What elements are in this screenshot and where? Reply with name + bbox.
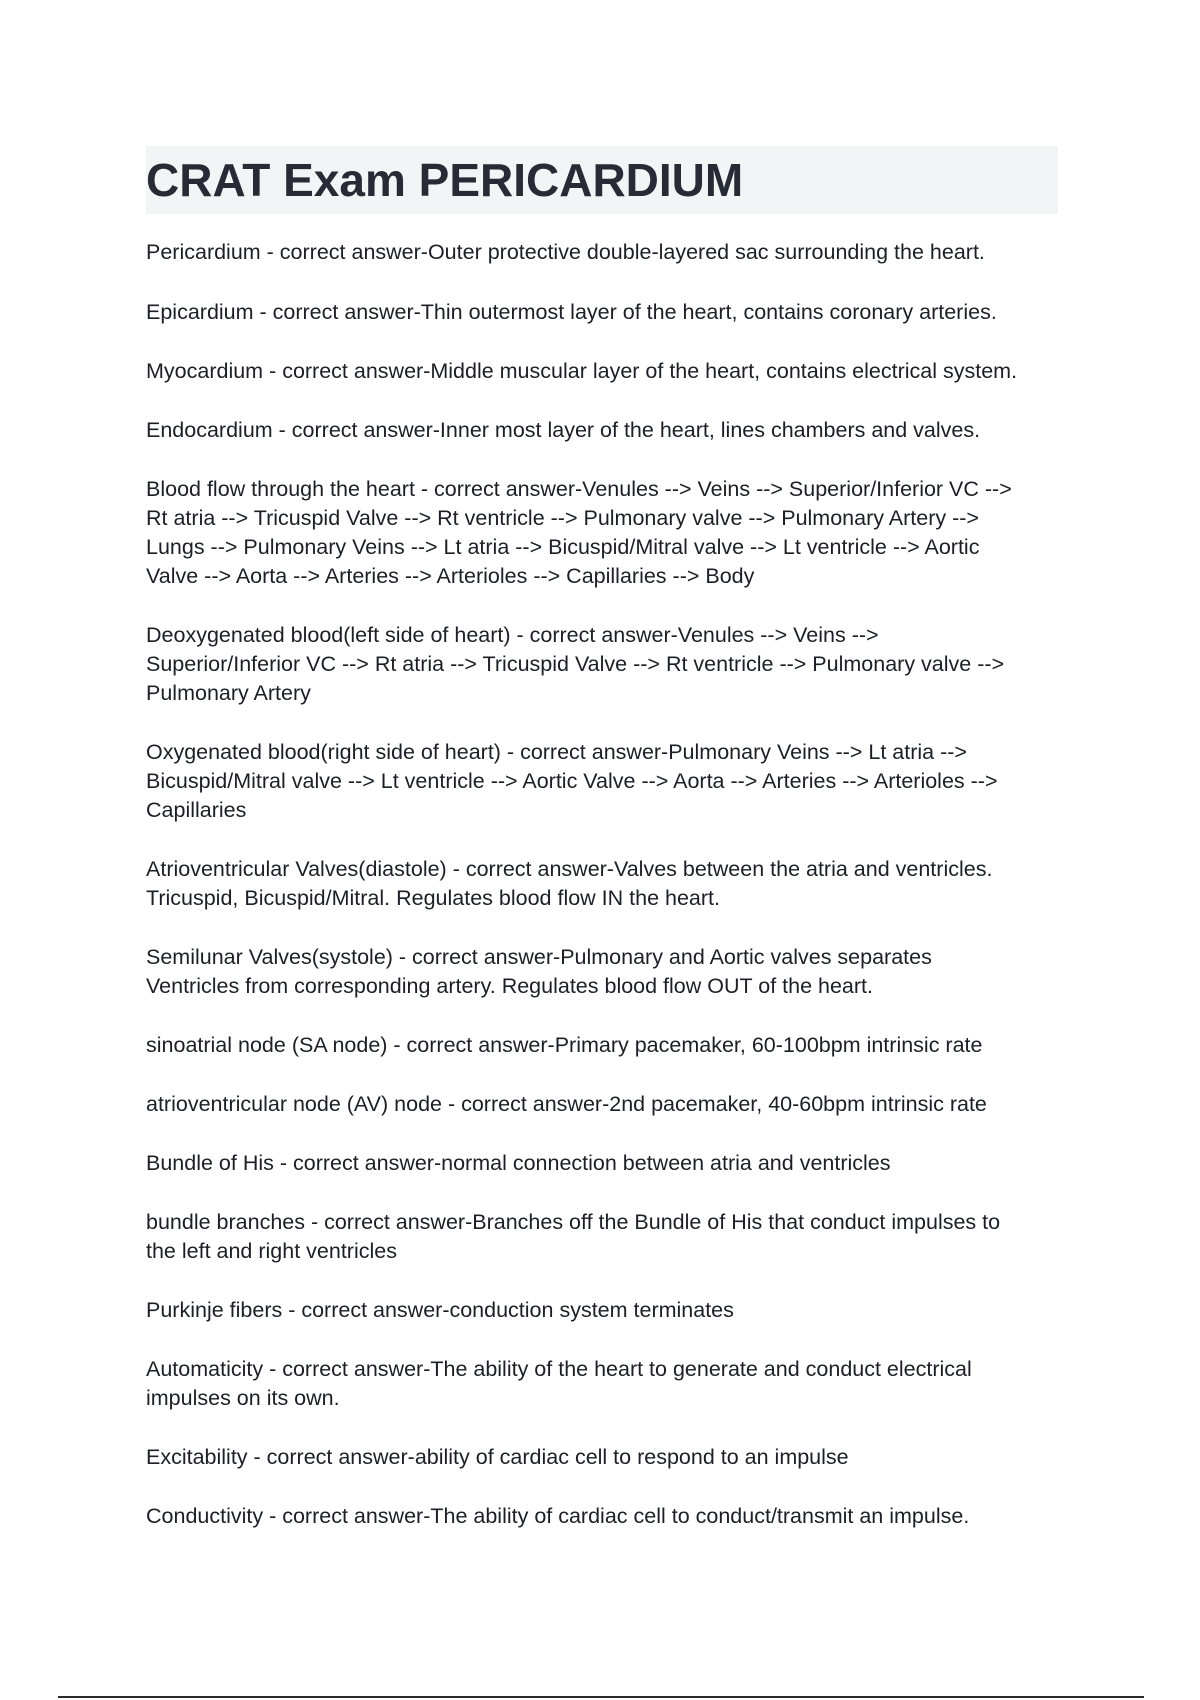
entry-text-line: Excitability - correct answer-ability of cardiac cell to respond to an impulse <box>146 1445 849 1469</box>
flashcard-entry <box>146 357 1066 386</box>
entry-text-line: Ventricles from corresponding artery. Regulates blood flow OUT of the heart. <box>146 974 873 998</box>
title-banner <box>146 146 1058 214</box>
flashcard-entry <box>146 1208 1066 1266</box>
entry-text-line: Pulmonary Artery <box>146 681 311 705</box>
entry-text-line: Atrioventricular Valves(diastole) - correct answer-Valves between the atria and ventricles. <box>146 857 993 881</box>
entry-text-line: the left and right ventricles <box>146 1239 397 1263</box>
flashcard-entry <box>146 621 1066 708</box>
entry-text-line: Bundle of His - correct answer-normal connection between atria and ventricles <box>146 1151 891 1175</box>
entry-text-line: sinoatrial node (SA node) - correct answer-Primary pacemaker, 60-100bpm intrinsic rate <box>146 1033 983 1057</box>
entry-text-line: Deoxygenated blood(left side of heart) - correct answer-Venules --> Veins --> <box>146 623 879 647</box>
entry-text-line: Superior/Inferior VC --> Rt atria --> Tricuspid Valve --> Rt ventricle --> Pulmonary valve --> <box>146 652 1005 676</box>
entry-text-line: Automaticity - correct answer-The ability of the heart to generate and conduct electrical <box>146 1357 972 1381</box>
flashcard-entry <box>146 416 1066 445</box>
flashcard-entry <box>146 1031 1066 1060</box>
flashcard-entry <box>146 1090 1066 1119</box>
entry-text-line: Endocardium - correct answer-Inner most layer of the heart, lines chambers and valves. <box>146 418 981 442</box>
flashcard-entry <box>146 855 1066 913</box>
flashcard-entry <box>146 1355 1066 1413</box>
footer-divider <box>58 1696 1144 1698</box>
flashcard-entry <box>146 1296 1066 1325</box>
flashcard-entry <box>146 1502 1066 1531</box>
flashcard-entry <box>146 1443 1066 1472</box>
flashcard-entry <box>146 238 1066 267</box>
entry-text-line: Myocardium - correct answer-Middle muscular layer of the heart, contains electrical system. <box>146 359 1018 383</box>
entry-text-line: Conductivity - correct answer-The ability of cardiac cell to conduct/transmit an impulse. <box>146 1504 970 1528</box>
entry-text-line: Blood flow through the heart - correct answer-Venules --> Veins --> Superior/Inferior VC --> <box>146 477 1012 501</box>
entry-text-line: Oxygenated blood(right side of heart) - correct answer-Pulmonary Veins --> Lt atria --> <box>146 740 967 764</box>
entry-text-line: bundle branches - correct answer-Branches off the Bundle of His that conduct impulses to <box>146 1210 1001 1234</box>
entry-text-line: Semilunar Valves(systole) - correct answer-Pulmonary and Aortic valves separates <box>146 945 932 969</box>
entry-text-line: Pericardium - correct answer-Outer protective double-layered sac surrounding the heart. <box>146 240 985 264</box>
entry-text-line: Bicuspid/Mitral valve --> Lt ventricle --> Aortic Valve --> Aorta --> Arteries --> Arterioles --> <box>146 769 998 793</box>
entry-text-line: impulses on its own. <box>146 1386 340 1410</box>
flashcard-entry <box>146 738 1066 825</box>
flashcard-entry <box>146 475 1066 591</box>
entry-text-line: Lungs --> Pulmonary Veins --> Lt atria --> Bicuspid/Mitral valve --> Lt ventricle --> Aortic <box>146 535 980 559</box>
entry-text-line: Rt atria --> Tricuspid Valve --> Rt ventricle --> Pulmonary valve --> Pulmonary Artery --> <box>146 506 979 530</box>
flashcard-entry <box>146 298 1066 327</box>
entry-text-line: Valve --> Aorta --> Arteries --> Arterioles --> Capillaries --> Body <box>146 564 755 588</box>
flashcard-entry <box>146 1149 1066 1178</box>
flashcard-list <box>146 238 1066 1531</box>
entry-text-line: Purkinje fibers - correct answer-conduction system terminates <box>146 1298 734 1322</box>
page-title: CRAT Exam PERICARDIUM <box>146 154 744 206</box>
entry-text-line: Capillaries <box>146 798 247 822</box>
flashcard-entry <box>146 943 1066 1001</box>
entry-text-line: Epicardium - correct answer-Thin outermost layer of the heart, contains coronary arteries. <box>146 300 997 324</box>
entry-text-line: atrioventricular node (AV) node - correct answer-2nd pacemaker, 40-60bpm intrinsic rate <box>146 1092 987 1116</box>
entry-text-line: Tricuspid, Bicuspid/Mitral. Regulates blood flow IN the heart. <box>146 886 720 910</box>
